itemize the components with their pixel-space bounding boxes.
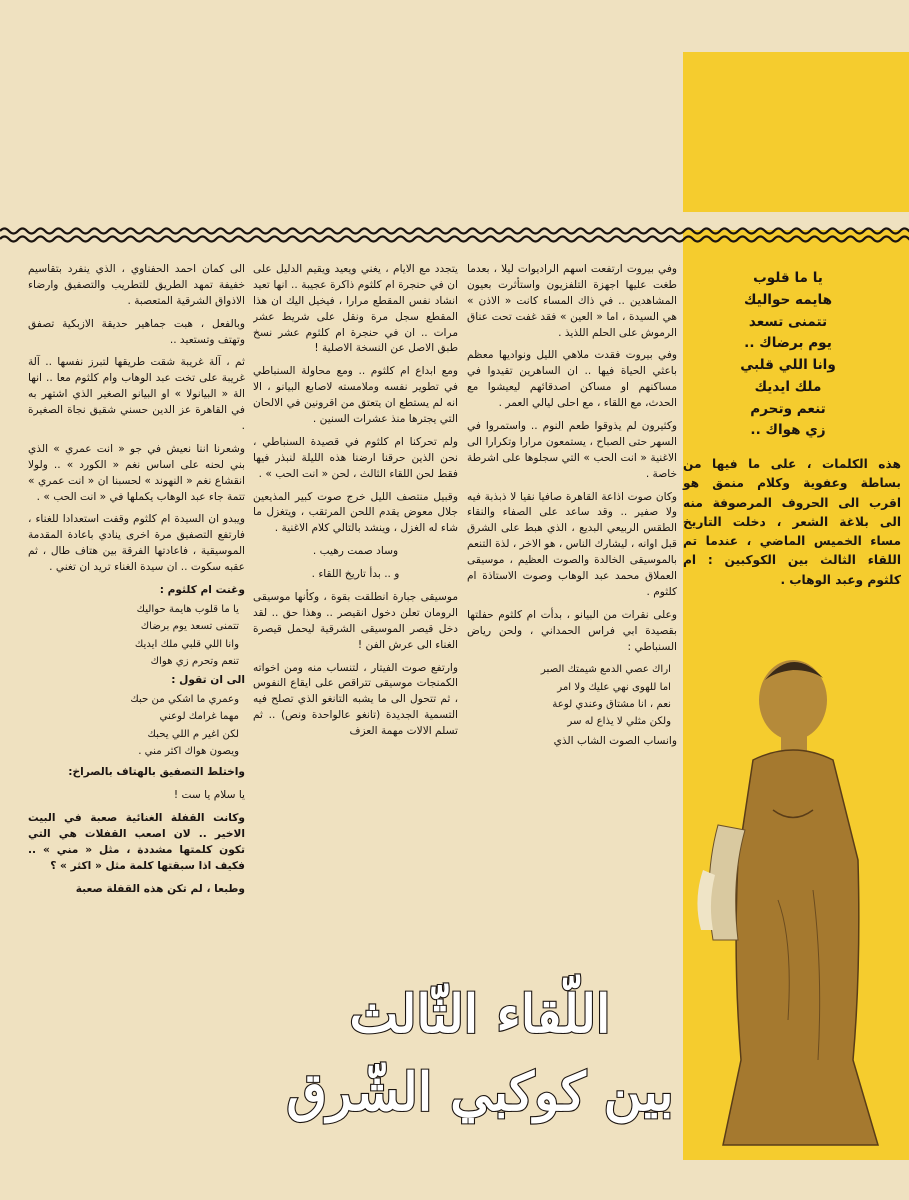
paragraph-lead: واختلط التصفيق بالهتاف بالصراخ:	[68, 766, 245, 779]
paragraph: وشعرنا اننا نعيش في جو « انت عمري » الذي بني لحنه على اساس نغم « الكورد » .. ولولا انقشاع نغم « النهوند » لحسبنا ان « انت عمري » تتمة جاء عبد الوهاب يكملها في « انت الحب » .	[28, 442, 245, 503]
paragraph: وكان صوت اذاعة القاهرة صافيا نقيا لا ذبذبة فيه ولا صفير .. وقد ساعد على الصفاء والنقاء الطقس الربيعي البديع ، الذي هبط على الشرق قبل اوانه ، ليشارك الناس ، هو الاخر ، لذة التنعم بالموسيقى الخالدة والصوت العظيم ، موسيقى العملاق محمد عبد الوهاب وصوت الاستاذة ام كلثوم .	[467, 490, 677, 598]
paragraph-lead: الى ان تقول :	[171, 674, 245, 687]
paragraph: وكثيرون لم يذوقوا طعم النوم .. واستمروا في السهر حتى الصباح ، يستمعون مرارا وتكرارا الى الاغنية « انت الحب » التي سجلوها على اشرطة خاصة .	[467, 420, 677, 480]
verse-line: اما للهوى نهي عليك ولا امر	[557, 681, 671, 693]
paragraph: وانساب الصوت الشاب الذي	[553, 734, 677, 747]
verse-line: لكن اغير م اللي يحبك	[147, 728, 239, 740]
paragraph: وارتفع صوت الفيتار ، لتنساب منه ومن اخواته الكمنجات موسيقى تتراقص على ايقاع النفوس ، ثم تتحول الى ما يشبه التانغو الذي تصلح فيه التسمية الجديدة (تانغو عالواحدة ونص) .. ثم تسلم الالات مهمة العزف	[253, 661, 458, 738]
paragraph: وعلى نقرات من البيانو ، بدأت ام كلثوم حفلتها بقصيدة ابي فراس الحمداني ، ولحن رياض السنباطي :	[467, 608, 677, 653]
calligraphy-title	[285, 970, 675, 1145]
paragraph: وساد صمت رهيب .	[312, 545, 399, 558]
article-column-2	[253, 262, 458, 952]
poem-line: تنعم وتحرم	[750, 400, 826, 417]
title-line-1: اللّقاء الثّالث	[349, 984, 611, 1045]
poem-block	[683, 268, 893, 442]
paragraph: وبالفعل ، هبت جماهير حديقة الازبكية تصفق وتهتف وتستعيد ..	[28, 317, 245, 346]
verse-line: يا ما قلوب هايمة حواليك	[136, 603, 239, 615]
article-column-3	[28, 262, 245, 1162]
paragraph: ويبدو ان السيدة ام كلثوم وقفت استعدادا للغناء ، فارتفع التصفيق مرة اخرى ينادي باعادة المقدمة الموسيقية ، فاعادتها الفرقة بين هتاف طال ، ثم عقبه سكوت .. ان سيدة الغناء تريد ان تغني .	[28, 513, 245, 574]
title-line-2: بين كوكبي الشّرق	[286, 1062, 674, 1123]
verse-line: ولكن مثلي لا يذاع له سر	[567, 716, 671, 728]
paragraph: ثم ، آلة غريبة شقت طريقها لتبرز نفسها .. آلة غريبة على تخت عبد الوهاب وام كلثوم معا .. انها الة « البيانولا » او البيانو الصغير الذي اشتهر به في القاهرة عز الدين حسني شقيق نجاة الصغيرة .	[28, 356, 245, 433]
verse-line: وانا اللي قلبي ملك ايديك	[134, 638, 239, 650]
paragraph: ومع ابداع ام كلثوم .. ومع محاولة السنباطي في تطوير نفسه وملامسته لاصابع البيانو ، الا انه لم يستطع ان يتعتق من اقرونين في الالحان التي يجترها منذ عشرات السنين .	[253, 365, 458, 426]
paragraph: وطبعا ، لم تكن هذه القفلة صعبة	[75, 882, 245, 895]
poem-line: ملك ايديك	[754, 378, 822, 395]
article-column-1	[467, 262, 677, 952]
paragraph: ولم تحركنا ام كلثوم في قصيدة السنباطي ، نحن الذين حرقنا ارضنا هذه الليلة لنبذر فيها فقط لحن اللقاء الثالث ، لحن « انت الحب » .	[253, 435, 458, 480]
verse-line: اراك عصي الدمع شيمتك الصبر	[540, 664, 671, 676]
paragraph: يتجدد مع الايام ، يغني ويعيد ويقيم الدليل على ان في حنجرة ام كلثوم ذاكرة عجيبة .. انها تعيد انشاد نفس المقطع مرارا ، فيخيل اليك ان هذا المقطع سجل مرة ونقل على شريط عشر مرات .. ان في حنجرة ام كلثوم عشر نسخ طبق الاصل عن النسخة الاصلية !	[253, 263, 458, 355]
verse-line: تتمنى تسعد يوم برضاك	[140, 621, 239, 633]
poem-line: يوم برضاك ..	[744, 335, 832, 352]
paragraph: وفي بيروت فقدت ملاهي الليل ونواديها معظم باعثي الحياة فيها .. ان الساهرين تقيدوا في مساكنهم او مساكن اصدقائهم ليعيشوا مع الحدث، مع اللقاء ، مع احلى ليالي العمر .	[467, 349, 677, 410]
paragraph: الى كمان احمد الحفناوي ، الذي ينفرد بتقاسيم خفيفة تمهد الطريق للتطريب والتصفيق وارضاء الاذواق الشرقية المتعصبة .	[28, 263, 245, 307]
verse-line: وعمري ما اشكي من حبك	[130, 694, 239, 705]
singer-photo	[683, 640, 909, 1160]
verse-line: نعم ، انا مشتاق وعندي لوعة	[552, 699, 671, 711]
intro-paragraph: هذه الكلمات ، على ما فيها من بساطة وعفوية وكلام منمق هو اقرب الى الحروف المرصوفة منه الى بلاغة الشعر ، دخلت التاريخ مساء الخميس الماضي ، عندما تم اللقاء الثالث بين الكوكبين : ام كلثوم وعبد الوهاب .	[683, 457, 901, 587]
verse-line: ويصون هواك اكثر مني .	[138, 745, 239, 757]
paragraph-lead: وغنت ام كلثوم :	[159, 584, 245, 597]
paragraph: يا سلام يا ست !	[173, 789, 245, 802]
verse-line: مهما غرامك لوعني	[159, 711, 239, 723]
paragraph: و .. بدأ تاريخ اللقاء .	[311, 568, 400, 581]
paragraph: وقبيل منتصف الليل خرج صوت كبير المذيعين جلال معوض يقدم اللحن المرتقب ، ويتغزل ما شاء له الغزل ، وينشد بالتالي كلام الاغنية .	[253, 490, 458, 535]
paragraph: وفي بيروت ارتفعت اسهم الراديوات ليلا ، بعدما طغت عليها اجهزة التلفزيون واستأثرت بعيون المشاهدين .. في ذاك المساء كانت « الاذن » هي السيدة ، اما « العين » فقد غفت تحت عناق الرموش على الحلم اللذيذ .	[467, 263, 677, 339]
poem-line: يا ما قلوب	[753, 270, 823, 286]
poem-line: زي هواك ..	[750, 422, 826, 439]
wavy-divider	[0, 222, 909, 248]
verse-line: تنعم وتحرم زي هواك	[150, 655, 239, 667]
poem-line: تتمنى تسعد	[748, 313, 828, 330]
paragraph: وكانت القفلة الغنائية صعبة في البيت الاخير .. لان اصعب القفلات هي التي تكون كلمتها مشددة ، مثل « مني » .. فكيف اذا سبقتها كلمة مثل « اكثر » ؟	[28, 811, 245, 872]
poem-line: وانا اللي قلبي	[740, 357, 836, 373]
poem-line: هايمه حواليك	[743, 291, 832, 308]
paragraph: موسيقى جبارة انطلقت بقوة ، وكأنها موسيقى الرومان تعلن دخول انقيصر .. وهذا حق .. لقد دخل قيصر الموسيقى الشرقية ليحمل قيصرة الغناء الى عرش الفن !	[253, 591, 458, 651]
